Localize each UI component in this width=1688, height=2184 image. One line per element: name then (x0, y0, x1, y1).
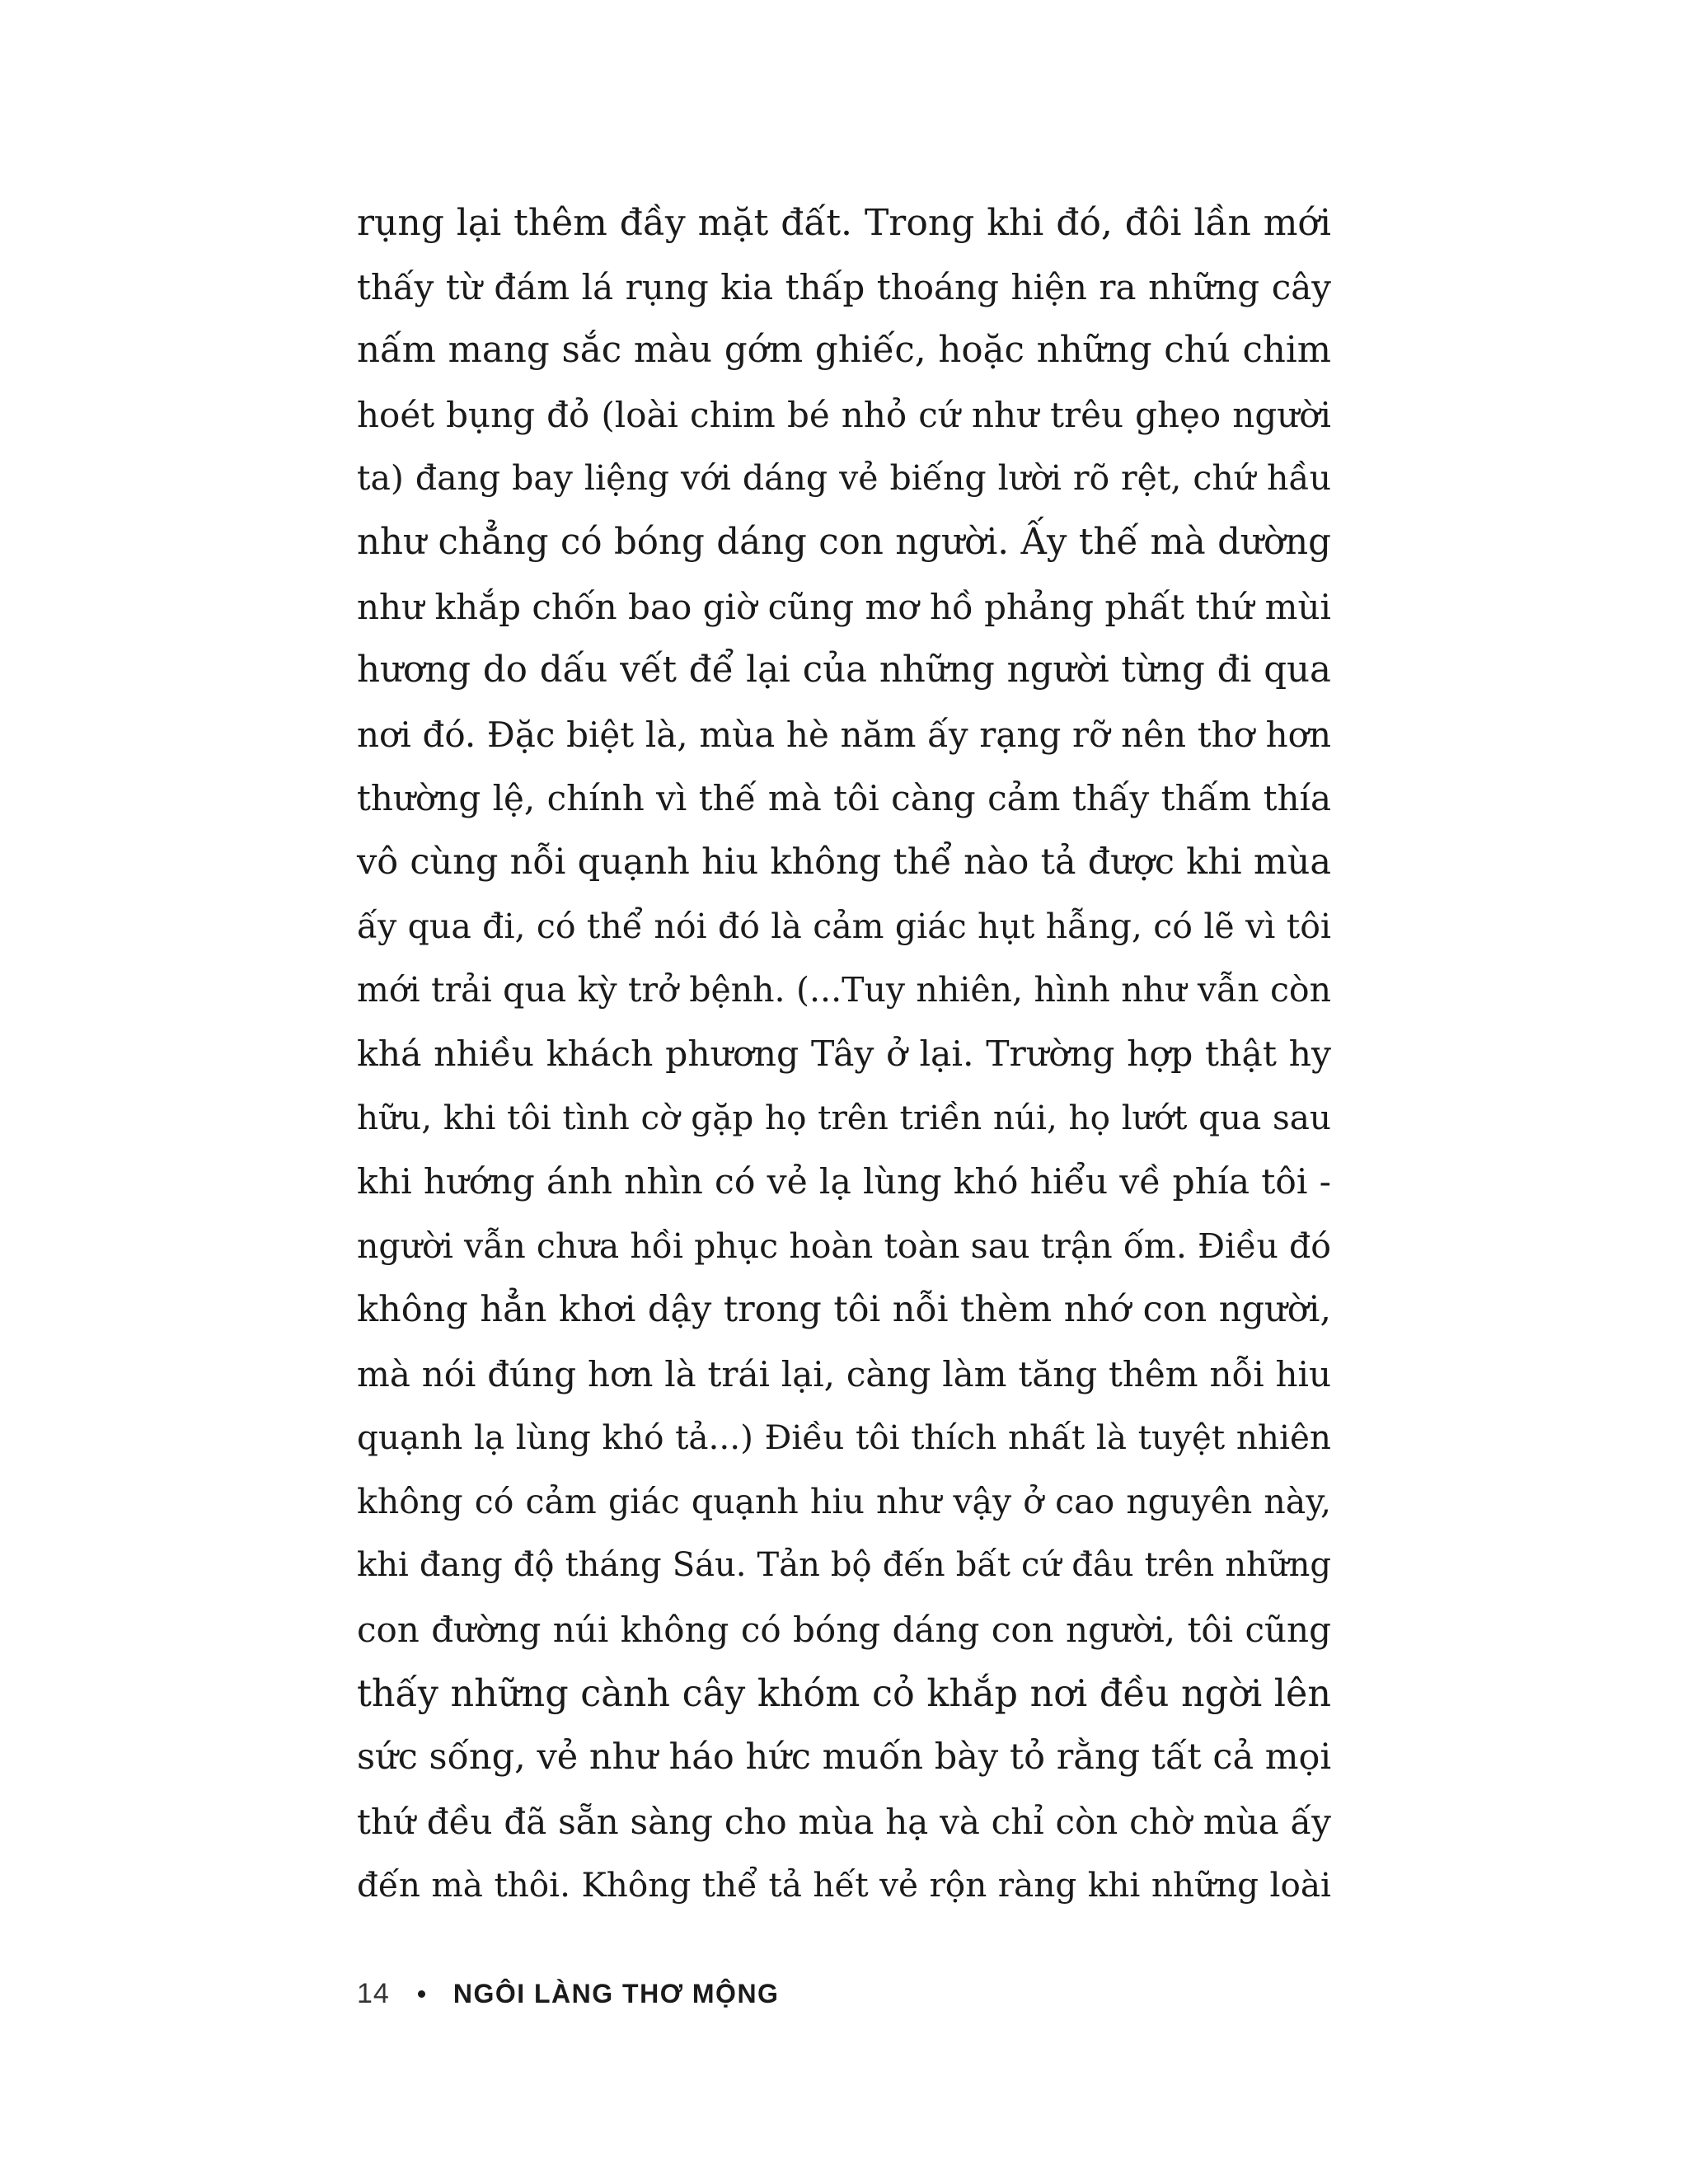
text-line: khá nhiều khách phương Tây ở lại. Trường hợp thật hy (357, 1033, 1331, 1075)
text-line: nấm mang sắc màu gớm ghiếc, hoặc những chú chim (357, 330, 1331, 372)
text-line: mới trải qua kỳ trở bệnh. (...Tuy nhiên, hình như vẫn còn (357, 970, 1331, 1010)
text-line: thấy những cành cây khóm cỏ khắp nơi đều ngời lên (357, 1672, 1331, 1715)
text-line: không hẳn khơi dậy trong tôi nỗi thèm nhớ con người, (357, 1289, 1331, 1331)
text-line: thường lệ, chính vì thế mà tôi càng cảm thấy thấm thía (357, 778, 1331, 819)
page-number: 14 (357, 1977, 390, 2009)
text-line: ấy qua đi, có thể nói đó là cảm giác hụt hẫng, có lẽ vì tôi (357, 906, 1331, 946)
text-line: người vẫn chưa hồi phục hoàn toàn sau trận ốm. Điều đó (357, 1226, 1331, 1266)
body-text (357, 191, 1331, 1918)
text-line: đến mà thôi. Không thể tả hết vẻ rộn ràng khi những loài (357, 1865, 1331, 1905)
text-line: ta) đang bay liệng với dáng vẻ biếng lười rõ rệt, chứ hầu (357, 458, 1331, 499)
text-line: khi đang độ tháng Sáu. Tản bộ đến bất cứ đâu trên những (357, 1546, 1331, 1585)
text-line: quạnh lạ lùng khó tả...) Điều tôi thích nhất là tuyệt nhiên (357, 1418, 1331, 1458)
text-line: sức sống, vẻ như háo hức muốn bày tỏ rằng tất cả mọi (357, 1736, 1332, 1779)
text-line: như khắp chốn bao giờ cũng mơ hồ phảng phất thứ mùi (357, 586, 1331, 627)
running-title: NGÔI LÀNG THƠ MỘNG (452, 1978, 780, 2008)
text-line: nơi đó. Đặc biệt là, mùa hè năm ấy rạng rỡ nên thơ hơn (357, 714, 1331, 755)
text-line: hoét bụng đỏ (loài chim bé nhỏ cứ như trêu ghẹo người (357, 394, 1331, 435)
text-line: không có cảm giác quạnh hiu như vậy ở cao nguyên này, (357, 1481, 1331, 1521)
text-line: hữu, khi tôi tình cờ gặp họ trên triền núi, họ lướt qua sau (357, 1098, 1331, 1138)
text-line: vô cùng nỗi quạnh hiu không thể nào tả được khi mùa (357, 841, 1331, 883)
page-footer (357, 1973, 779, 2014)
text-line: khi hướng ánh nhìn có vẻ lạ lùng khó hiểu về phía tôi - (357, 1161, 1331, 1202)
text-line: thấy từ đám lá rụng kia thấp thoáng hiện ra những cây (357, 266, 1331, 307)
text-line: con đường núi không có bóng dáng con người, tôi cũng (357, 1610, 1331, 1651)
text-line: rụng lại thêm đầy mặt đất. Trong khi đó, đôi lần mới (357, 202, 1331, 244)
text-line: như chẳng có bóng dáng con người. Ấy thế mà dường (357, 521, 1331, 563)
bullet-separator-icon (418, 1990, 425, 1998)
text-line: mà nói đúng hơn là trái lại, càng làm tăng thêm nỗi hiu (357, 1353, 1331, 1394)
text-line: thứ đều đã sẵn sàng cho mùa hạ và chỉ còn chờ mùa ấy (357, 1801, 1331, 1842)
text-line: hương do dấu vết để lại của những người từng đi qua (357, 649, 1331, 691)
